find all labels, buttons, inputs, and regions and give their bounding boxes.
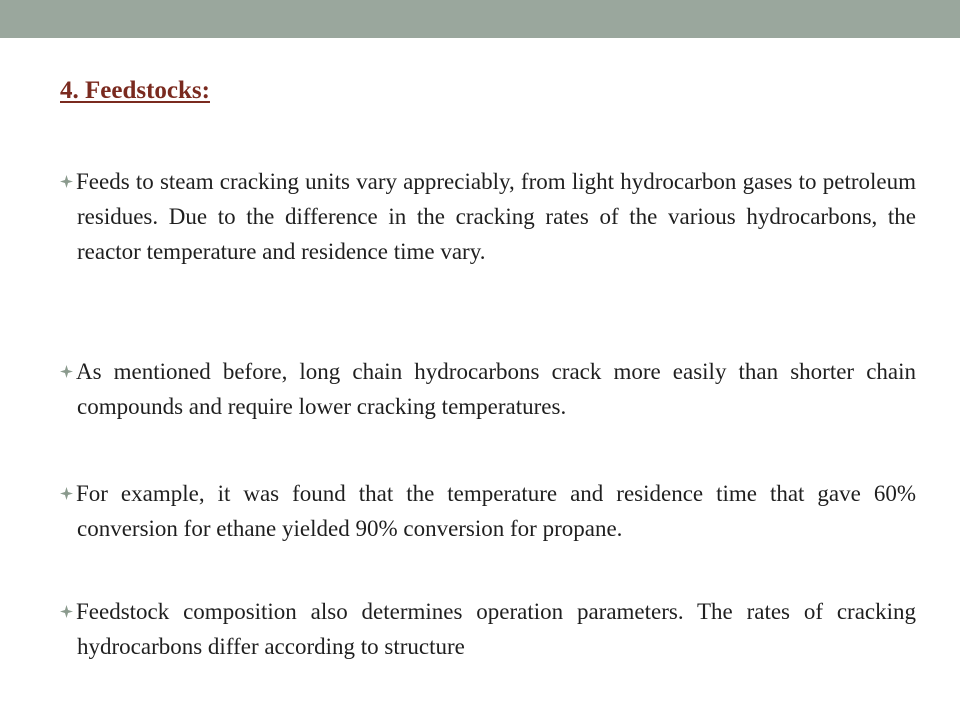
- top-accent-bar: [0, 0, 960, 38]
- diamond-bullet-icon: [60, 487, 73, 500]
- bullet-text: Feedstock composition also determines operation parameters. The rates of cracking hydrocarbons differ according to structure: [76, 599, 916, 659]
- diamond-bullet-icon: [60, 605, 73, 618]
- bullet-item: [60, 476, 916, 546]
- bullet-text: For example, it was found that the temperature and residence time that gave 60% conversion for ethane yielded 90% conversion for propane.: [76, 481, 916, 541]
- bullet-item: [60, 354, 916, 424]
- bullet-text: Feeds to steam cracking units vary appreciably, from light hydrocarbon gases to petroleum residues. Due to the difference in the cracking rates of the various hydrocarbons, the reactor temperature and residence time vary.: [76, 169, 916, 264]
- bullet-text: As mentioned before, long chain hydrocarbons crack more easily than shorter chain compounds and require lower cracking temperatures.: [76, 359, 916, 419]
- bullet-item: [60, 594, 916, 664]
- bullet-item: [60, 164, 916, 269]
- diamond-bullet-icon: [60, 365, 73, 378]
- diamond-bullet-icon: [60, 175, 73, 188]
- slide-heading: 4. Feedstocks:: [60, 77, 210, 104]
